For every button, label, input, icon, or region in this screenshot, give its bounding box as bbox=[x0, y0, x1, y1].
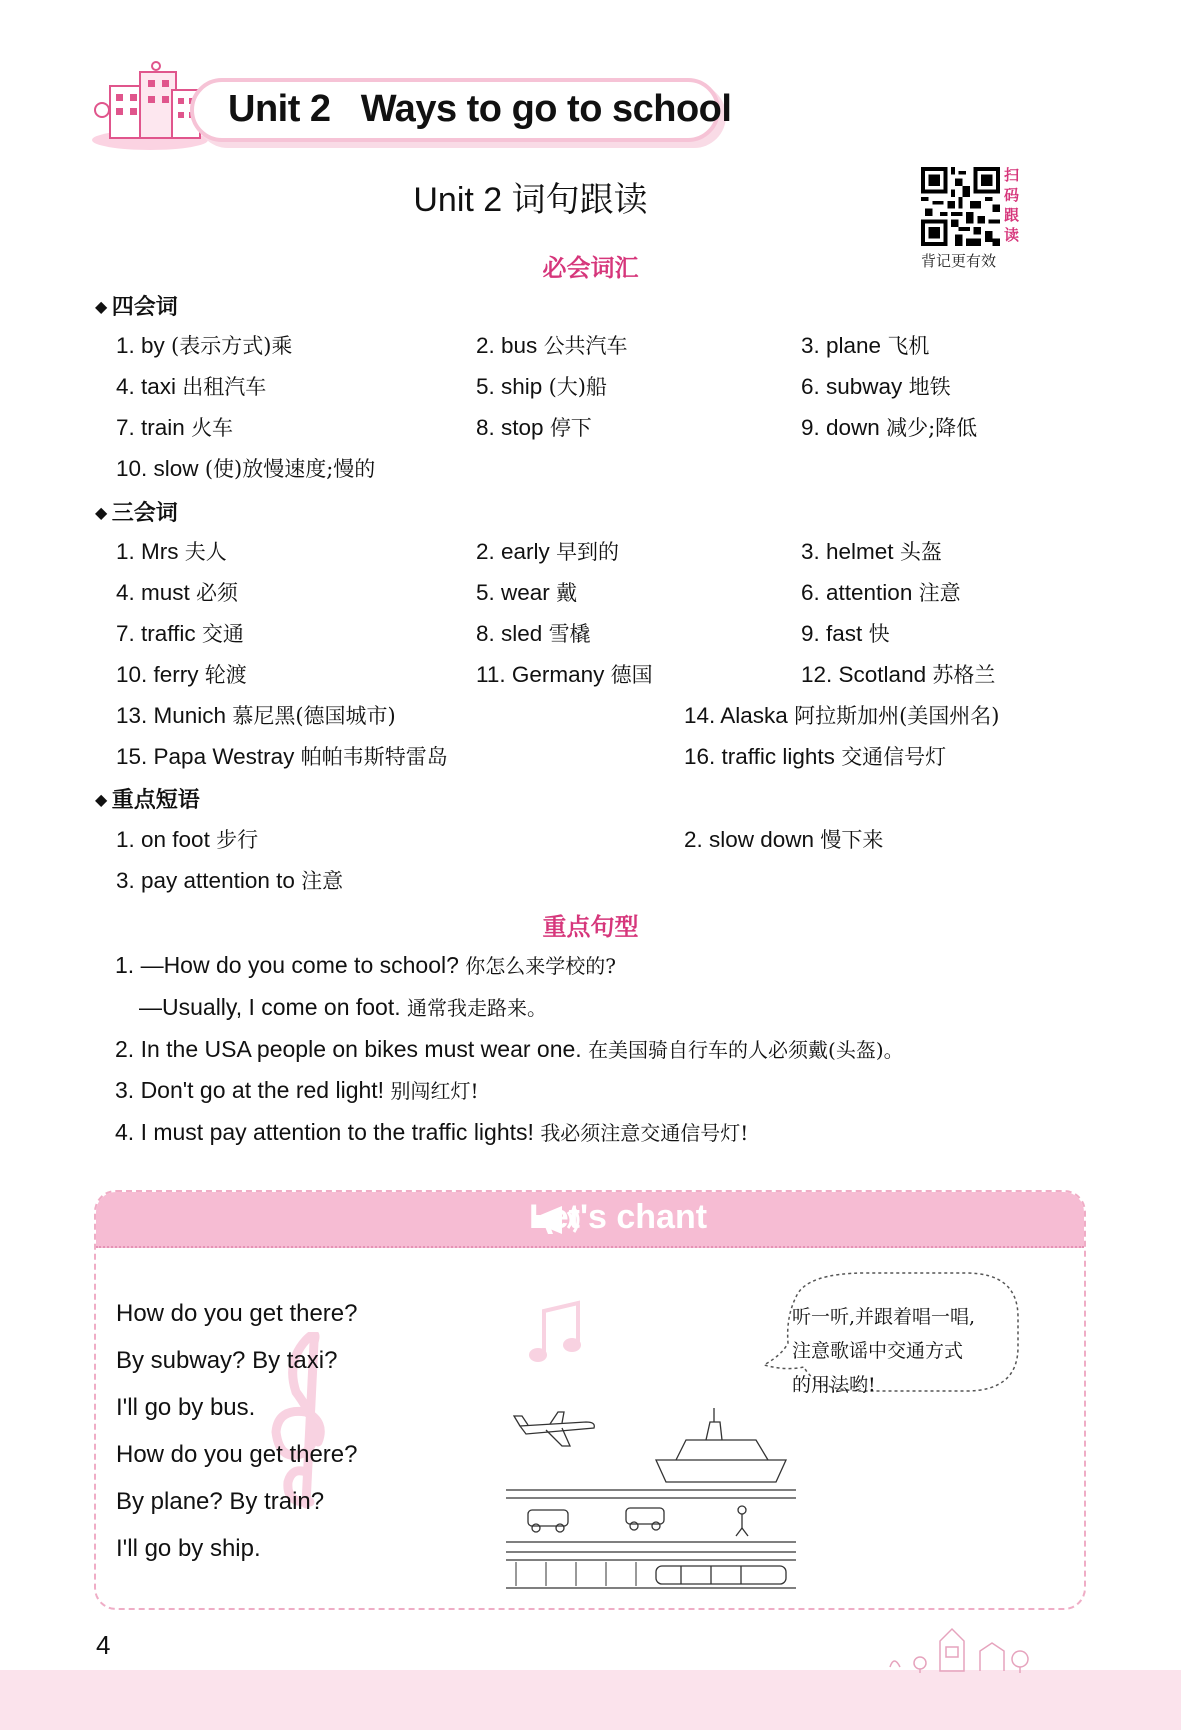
word-item: 14. Alaska 阿拉斯加州(美国州名) bbox=[684, 703, 1000, 728]
chant-line: How do you get there? bbox=[116, 1441, 358, 1468]
word-item: 3. plane 飞机 bbox=[801, 333, 930, 358]
word-item: 5. wear 戴 bbox=[476, 580, 578, 605]
sentence-item: 1. —How do you come to school? 你怎么来学校的? bbox=[115, 952, 617, 978]
word-item: 8. sled 雪橇 bbox=[476, 621, 591, 646]
bubble-line: 听一听,并跟着唱一唱, bbox=[792, 1306, 976, 1328]
word-item: 4. must 必须 bbox=[116, 580, 239, 605]
chant-line: I'll go by ship. bbox=[116, 1535, 261, 1562]
word-item: 5. ship (大)船 bbox=[476, 374, 607, 399]
unit-heading: Unit 2 Ways to go to school bbox=[228, 88, 732, 130]
music-note-icon bbox=[528, 1297, 588, 1367]
bubble-line: 的用法哟! bbox=[792, 1374, 876, 1396]
word-item: 10. ferry 轮渡 bbox=[116, 662, 247, 687]
footer-band bbox=[0, 1670, 1181, 1730]
word-item: 9. down 减少;降低 bbox=[801, 415, 978, 440]
chant-line: How do you get there? bbox=[116, 1300, 358, 1327]
word-item: 13. Munich 慕尼黑(德国城市) bbox=[116, 703, 396, 728]
word-item: 10. slow (使)放慢速度;慢的 bbox=[116, 456, 376, 481]
word-item: 6. attention 注意 bbox=[801, 580, 961, 605]
sentence-item: 3. Don't go at the red light! 别闯红灯! bbox=[115, 1077, 479, 1103]
chant-box bbox=[94, 1190, 1086, 1610]
chant-title: Let's chant bbox=[528, 1198, 708, 1236]
word-item: 11. Germany 德国 bbox=[476, 662, 653, 687]
town-decoration-icon bbox=[880, 1615, 1060, 1675]
section-title-text: Unit 2 词句跟读 bbox=[413, 181, 648, 219]
chant-line: By subway? By taxi? bbox=[116, 1347, 338, 1374]
category-phrases: ◆ 重点短语 bbox=[95, 783, 200, 814]
phrase-item: 1. on foot 步行 bbox=[116, 827, 259, 852]
word-item: 8. stop 停下 bbox=[476, 415, 592, 440]
qr-side-label: 扫码跟读 bbox=[1004, 167, 1020, 244]
sentence-item: 4. I must pay attention to the traffic lights! 我必须注意交通信号灯! bbox=[115, 1119, 749, 1145]
word-item: 1. by (表示方式)乘 bbox=[116, 333, 293, 358]
word-item: 4. taxi 出租汽车 bbox=[116, 374, 267, 399]
word-item: 7. train 火车 bbox=[116, 415, 234, 440]
phrase-item: 3. pay attention to 注意 bbox=[116, 868, 344, 893]
category-four-skill: ◆ 四会词 bbox=[95, 290, 178, 321]
word-item: 12. Scotland 苏格兰 bbox=[801, 662, 996, 687]
phrase-item: 2. slow down 慢下来 bbox=[684, 827, 884, 852]
chant-line: I'll go by bus. bbox=[116, 1394, 256, 1421]
word-item: 15. Papa Westray 帕帕韦斯特雷岛 bbox=[116, 744, 448, 769]
word-item: 3. helmet 头盔 bbox=[801, 539, 942, 564]
sentences-heading: 重点句型 bbox=[542, 914, 639, 941]
category-three-skill: ◆ 三会词 bbox=[95, 496, 178, 527]
word-item: 2. early 早到的 bbox=[476, 539, 620, 564]
word-item: 16. traffic lights 交通信号灯 bbox=[684, 744, 947, 769]
qr-code-icon[interactable] bbox=[921, 167, 1000, 246]
page-number: 4 bbox=[96, 1630, 111, 1660]
word-item: 1. Mrs 夫人 bbox=[116, 539, 227, 564]
bubble-text bbox=[792, 1300, 1002, 1402]
word-item: 2. bus 公共汽车 bbox=[476, 333, 628, 358]
qr-caption: 背记更有效 bbox=[921, 252, 997, 270]
word-item: 9. fast 快 bbox=[801, 621, 890, 646]
sentence-item: 2. In the USA people on bikes must wear one. 在美国骑自行车的人必须戴(头盔)。 bbox=[115, 1036, 904, 1062]
sentence-item: —Usually, I come on foot. 通常我走路来。 bbox=[139, 994, 548, 1020]
chant-line: By plane? By train? bbox=[116, 1488, 325, 1515]
word-item: 7. traffic 交通 bbox=[116, 621, 244, 646]
vocab-heading: 必会词汇 bbox=[542, 255, 639, 282]
transport-illustration bbox=[506, 1402, 796, 1592]
word-item: 6. subway 地铁 bbox=[801, 374, 951, 399]
bubble-line: 注意歌谣中交通方式 bbox=[792, 1340, 964, 1362]
